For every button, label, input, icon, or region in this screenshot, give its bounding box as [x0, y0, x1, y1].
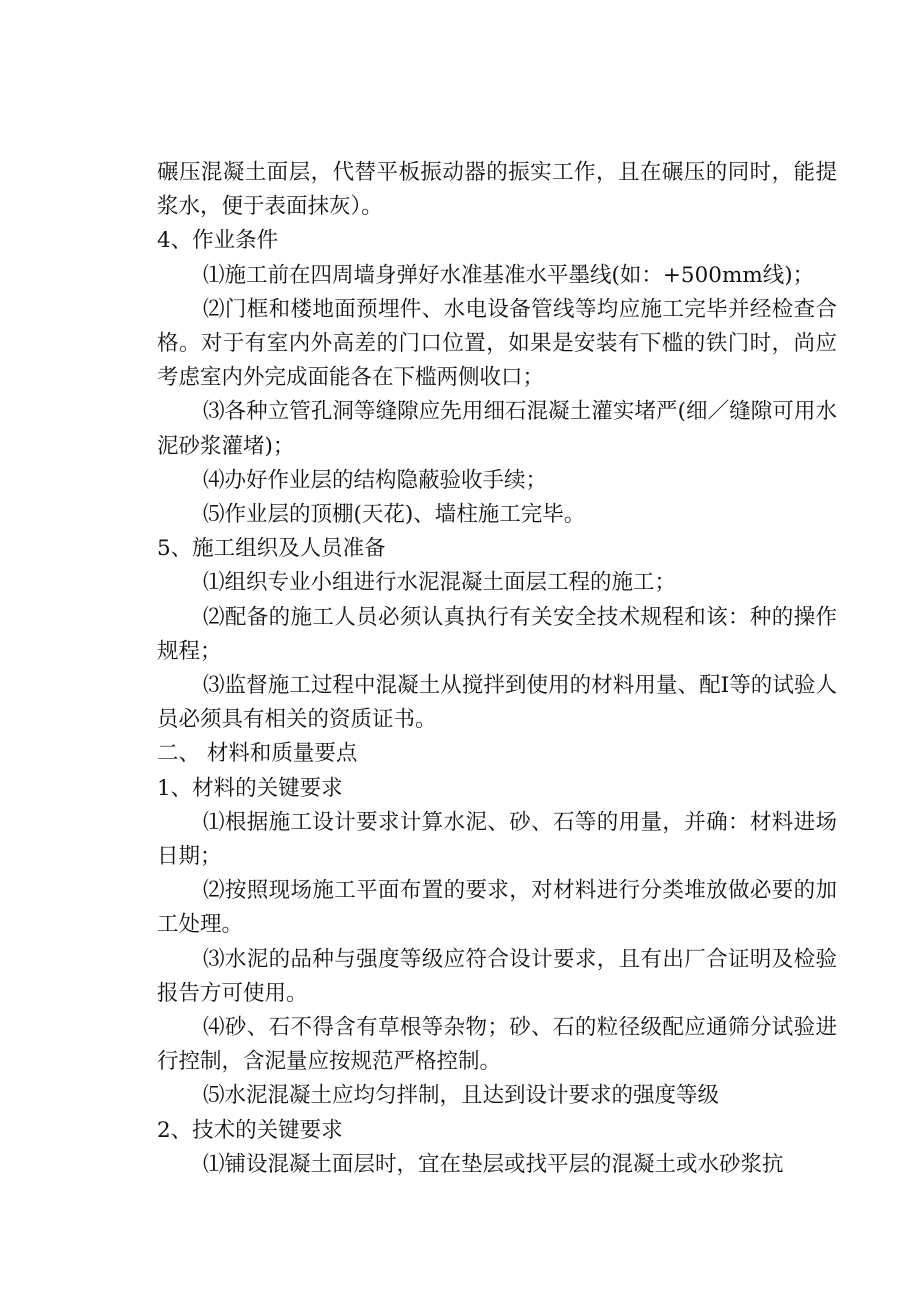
- chapter-heading: 二、 材料和质量要点: [157, 741, 358, 767]
- section-heading: 5、施工组织及人员准备: [157, 536, 386, 562]
- section-heading: 1、材料的关键要求: [157, 775, 343, 801]
- list-item: ⑸水泥混凝土应均匀拌制，且达到设计要求的强度等级: [203, 1083, 720, 1109]
- list-item: ⑵门框和楼地面预埋件、水电设备管线等均应施工完毕并经检查合格。对于有室内外高差的门口位置，如果是安装有下槛的铁门时，尚应考虑室内外完成面能各在下槛两侧收口；: [157, 296, 837, 391]
- list-item: ⑸作业层的顶棚(天花)、墙柱施工完毕。: [203, 502, 586, 528]
- list-item: ⑷砂、石不得含有草根等杂物；砂、石的粒径级配应通筛分试验进行控制，含泥量应按规范严格控制。: [157, 1015, 837, 1075]
- section-heading: 2、技术的关键要求: [157, 1117, 343, 1143]
- list-item: ⑵配备的施工人员必须认真执行有关安全技术规程和该：种的操作规程；: [157, 604, 837, 664]
- list-item: ⑴铺设混凝土面层时，宜在垫层或找平层的混凝土或水砂浆抗: [203, 1151, 784, 1177]
- section-heading: 4、作业条件: [157, 228, 279, 254]
- body-paragraph: 碾压混凝土面层，代替平板振动器的振实工作，且在碾压的同时，能提浆水，便于表面抹灰）。: [157, 160, 837, 220]
- list-item: ⑷办好作业层的结构隐蔽验收手续；: [203, 467, 548, 493]
- list-item: ⑴根据施工设计要求计算水泥、砂、石等的用量，并确：材料进场日期；: [157, 809, 837, 870]
- document-body: [157, 156, 837, 1182]
- list-item: ⑶水泥的品种与强度等级应符合设计要求，且有出厂合证明及检验报告方可使用。: [157, 946, 837, 1006]
- list-item: ⑶各种立管孔洞等缝隙应先用细石混凝土灌实堵严(细／缝隙可用水泥砂浆灌堵)；: [157, 399, 837, 459]
- list-item: ⑴施工前在四周墙身弹好水准基准水平墨线(如：+500mm线)；: [203, 262, 815, 288]
- list-item: ⑵按照现场施工平面布置的要求，对材料进行分类堆放做必要的加工处理。: [157, 878, 837, 938]
- list-item: ⑴组织专业小组进行水泥混凝土面层工程的施工；: [203, 570, 677, 596]
- list-item: ⑶监督施工过程中混凝土从搅拌到使用的材料用量、配I等的试验人员必须具有相关的资质证书。: [157, 673, 837, 733]
